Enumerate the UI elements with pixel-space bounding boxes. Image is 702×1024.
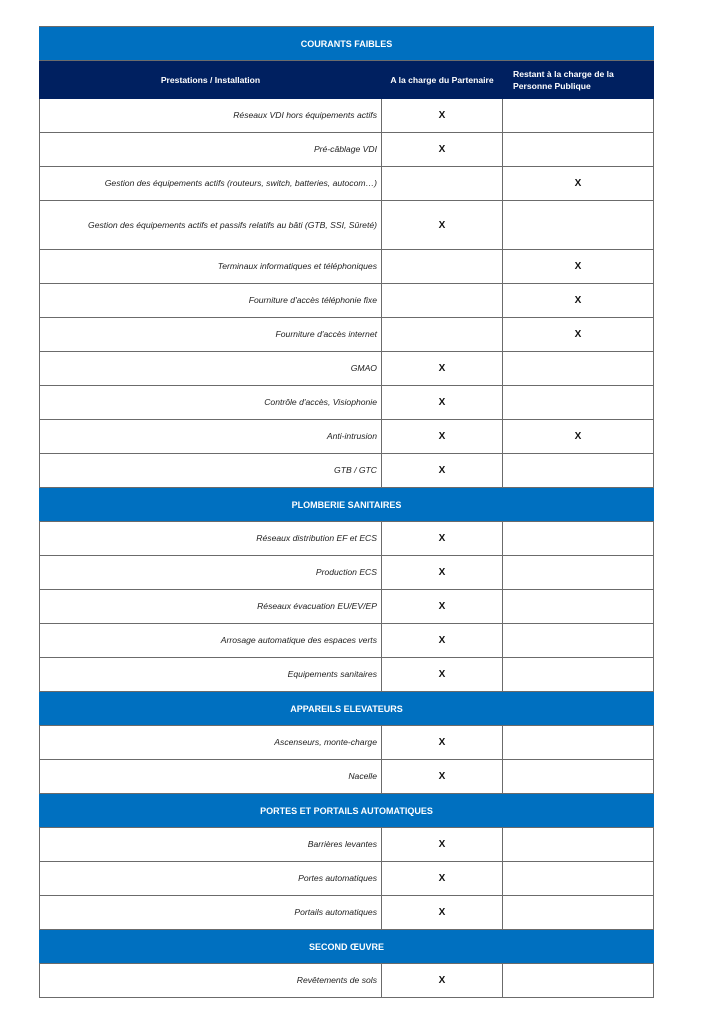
partenaire-mark: X: [382, 590, 503, 624]
section-title: PORTES ET PORTAILS AUTOMATIQUES: [40, 794, 654, 828]
table-row: [40, 250, 654, 284]
partenaire-mark: X: [382, 420, 503, 454]
table-row: [40, 352, 654, 386]
personne-publique-mark: [503, 556, 654, 590]
personne-publique-mark: [503, 862, 654, 896]
section-header-row: [40, 692, 654, 726]
prestation-label: Contrôle d'accès, Visiophonie: [40, 386, 382, 420]
personne-publique-mark: X: [503, 284, 654, 318]
prestation-label: Equipements sanitaires: [40, 658, 382, 692]
table-row: [40, 760, 654, 794]
table-row: [40, 454, 654, 488]
partenaire-mark: X: [382, 658, 503, 692]
partenaire-mark: [382, 318, 503, 352]
partenaire-mark: X: [382, 760, 503, 794]
table-row: [40, 167, 654, 201]
personne-publique-mark: [503, 624, 654, 658]
partenaire-mark: X: [382, 828, 503, 862]
prestation-label: Production ECS: [40, 556, 382, 590]
partenaire-mark: X: [382, 99, 503, 133]
prestation-label: Gestion des équipements actifs (routeurs, switch, batteries, autocom…): [40, 167, 382, 201]
table-row: [40, 284, 654, 318]
partenaire-mark: X: [382, 454, 503, 488]
personne-publique-mark: [503, 760, 654, 794]
personne-publique-mark: X: [503, 420, 654, 454]
table-row: [40, 133, 654, 167]
column-header-prestations: Prestations / Installation: [40, 61, 382, 99]
prestation-label: Réseaux VDI hors équipements actifs: [40, 99, 382, 133]
personne-publique-mark: [503, 133, 654, 167]
table-body: [40, 27, 654, 998]
partenaire-mark: [382, 167, 503, 201]
personne-publique-mark: [503, 522, 654, 556]
table-row: [40, 556, 654, 590]
responsibility-table: [39, 26, 654, 998]
section-title: SECOND ŒUVRE: [40, 930, 654, 964]
prestation-label: Anti-intrusion: [40, 420, 382, 454]
prestation-label: Fourniture d'accès téléphonie fixe: [40, 284, 382, 318]
personne-publique-mark: [503, 99, 654, 133]
table-row: [40, 386, 654, 420]
partenaire-mark: X: [382, 386, 503, 420]
partenaire-mark: [382, 284, 503, 318]
partenaire-mark: X: [382, 133, 503, 167]
personne-publique-mark: [503, 386, 654, 420]
personne-publique-mark: [503, 590, 654, 624]
prestation-label: Gestion des équipements actifs et passifs relatifs au bâti (GTB, SSI, Sûreté): [40, 201, 382, 250]
column-header-row: [40, 61, 654, 99]
prestation-label: Nacelle: [40, 760, 382, 794]
prestation-label: Réseaux évacuation EU/EV/EP: [40, 590, 382, 624]
column-header-partenaire: A la charge du Partenaire: [382, 61, 503, 99]
partenaire-mark: X: [382, 556, 503, 590]
section-header-row: [40, 27, 654, 61]
prestation-label: GTB / GTC: [40, 454, 382, 488]
table-row: [40, 201, 654, 250]
table-row: [40, 862, 654, 896]
prestation-label: Pré-câblage VDI: [40, 133, 382, 167]
prestation-label: Réseaux distribution EF et ECS: [40, 522, 382, 556]
personne-publique-mark: [503, 964, 654, 998]
section-header-row: [40, 794, 654, 828]
personne-publique-mark: [503, 896, 654, 930]
partenaire-mark: X: [382, 862, 503, 896]
prestation-label: Revêtements de sols: [40, 964, 382, 998]
partenaire-mark: X: [382, 726, 503, 760]
partenaire-mark: X: [382, 624, 503, 658]
table-row: [40, 726, 654, 760]
prestation-label: GMAO: [40, 352, 382, 386]
personne-publique-mark: [503, 454, 654, 488]
personne-publique-mark: X: [503, 167, 654, 201]
partenaire-mark: X: [382, 201, 503, 250]
prestation-label: Barrières levantes: [40, 828, 382, 862]
column-header-personne-publique: Restant à la charge de la Personne Publique: [503, 61, 654, 99]
partenaire-mark: X: [382, 522, 503, 556]
personne-publique-mark: X: [503, 250, 654, 284]
table-row: [40, 99, 654, 133]
partenaire-mark: X: [382, 352, 503, 386]
section-header-row: [40, 488, 654, 522]
table-row: [40, 828, 654, 862]
prestation-label: Terminaux informatiques et téléphoniques: [40, 250, 382, 284]
personne-publique-mark: [503, 201, 654, 250]
personne-publique-mark: [503, 352, 654, 386]
partenaire-mark: X: [382, 896, 503, 930]
table-row: [40, 590, 654, 624]
table-row: [40, 896, 654, 930]
table-row: [40, 658, 654, 692]
personne-publique-mark: [503, 658, 654, 692]
section-title: PLOMBERIE SANITAIRES: [40, 488, 654, 522]
prestation-label: Portails automatiques: [40, 896, 382, 930]
table-row: [40, 420, 654, 454]
prestation-label: Arrosage automatique des espaces verts: [40, 624, 382, 658]
section-title: APPAREILS ELEVATEURS: [40, 692, 654, 726]
table-row: [40, 318, 654, 352]
section-header-row: [40, 930, 654, 964]
personne-publique-mark: X: [503, 318, 654, 352]
table-row: [40, 522, 654, 556]
personne-publique-mark: [503, 828, 654, 862]
partenaire-mark: [382, 250, 503, 284]
table-row: [40, 624, 654, 658]
prestation-label: Fourniture d'accès internet: [40, 318, 382, 352]
table-row: [40, 964, 654, 998]
prestation-label: Portes automatiques: [40, 862, 382, 896]
prestation-label: Ascenseurs, monte-charge: [40, 726, 382, 760]
personne-publique-mark: [503, 726, 654, 760]
section-title: COURANTS FAIBLES: [40, 27, 654, 61]
partenaire-mark: X: [382, 964, 503, 998]
